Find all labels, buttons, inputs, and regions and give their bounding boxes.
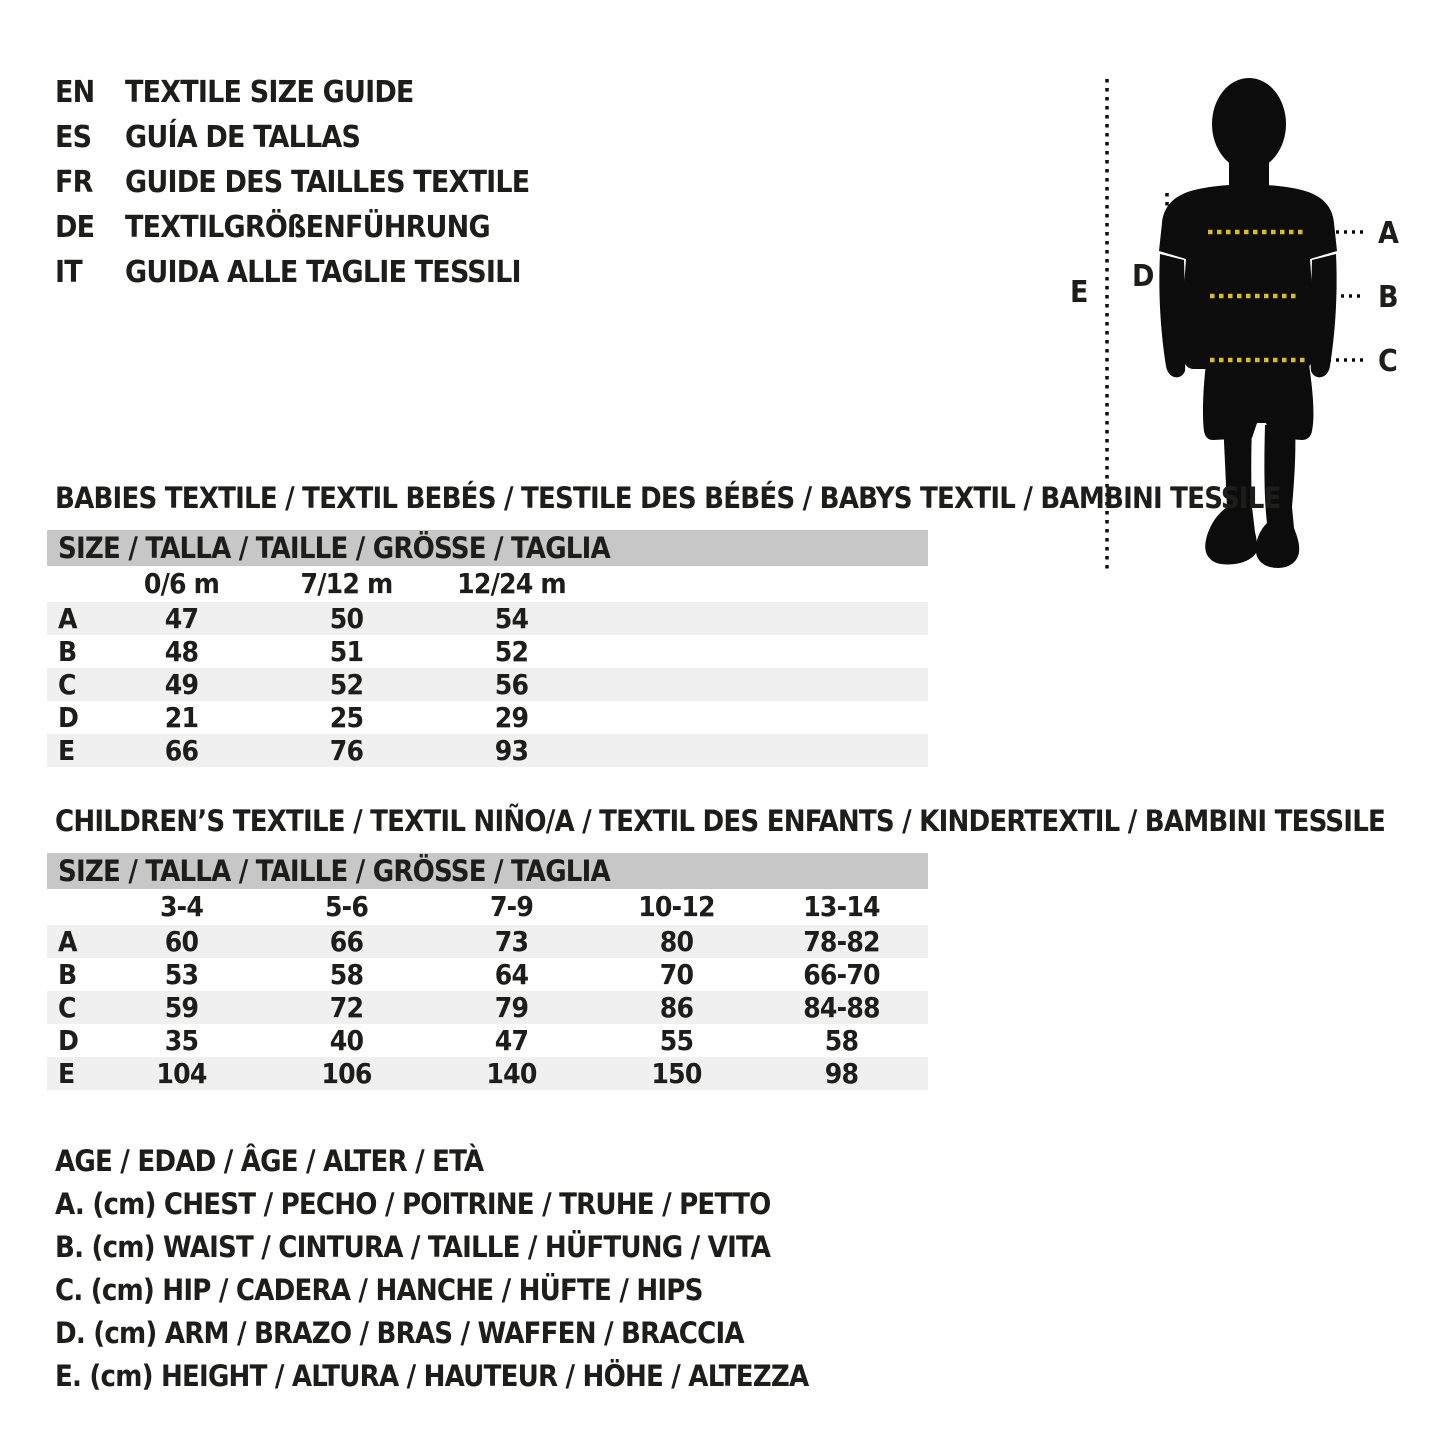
language-code: FR <box>55 165 93 200</box>
table-cell: 66-70 <box>803 958 880 991</box>
language-code: EN <box>55 75 95 110</box>
babies-section-title: BABIES TEXTILE / TEXTIL BEBÉS / TESTILE DES BÉBÉS / BABYS TEXTIL / BAMBINI TESSILE <box>55 481 1281 515</box>
language-row <box>55 205 529 250</box>
guide-title: GUIDA ALLE TAGLIE TESSILI <box>125 255 521 290</box>
table-cell: 98 <box>824 1057 859 1090</box>
row-label: C <box>58 668 76 701</box>
legend-line-arm: D. (cm) ARM / BRAZO / BRAS / WAFFEN / BRACCIA <box>55 1316 744 1350</box>
table-cell: 52 <box>329 668 364 701</box>
label-e: E <box>1070 275 1088 310</box>
table-row <box>47 1057 928 1090</box>
table-row <box>47 602 928 635</box>
table-cell: 78-82 <box>803 925 880 958</box>
table-cell: 93 <box>494 734 529 767</box>
table-cell: 58 <box>824 1024 859 1057</box>
table-cell: 21 <box>164 701 199 734</box>
table-cell: 79 <box>494 991 529 1024</box>
language-row <box>55 160 529 205</box>
column-header: 5-6 <box>324 890 369 923</box>
table-cell: 66 <box>164 734 199 767</box>
table-row <box>47 635 928 668</box>
table-row <box>47 1024 928 1057</box>
row-label: D <box>58 701 79 734</box>
language-code: DE <box>55 210 95 245</box>
table-cell: 66 <box>329 925 364 958</box>
legend-line-waist: B. (cm) WAIST / CINTURA / TAILLE / HÜFTUNG / VITA <box>55 1230 771 1264</box>
table-cell: 86 <box>659 991 694 1024</box>
language-row <box>55 70 529 115</box>
table-cell <box>47 889 99 925</box>
table-cell: 76 <box>329 734 364 767</box>
table-cell: 48 <box>164 635 199 668</box>
column-header: 0/6 m <box>143 567 220 600</box>
legend-line-chest: A. (cm) CHEST / PECHO / POITRINE / TRUHE / PETTO <box>55 1187 771 1221</box>
legend-line-hip: C. (cm) HIP / CADERA / HANCHE / HÜFTE / HIPS <box>55 1273 703 1307</box>
table-cell <box>47 566 99 602</box>
row-label: C <box>58 991 76 1024</box>
babies-size-table <box>47 530 928 767</box>
row-label: E <box>58 734 75 767</box>
label-b: B <box>1378 280 1398 315</box>
guide-title: GUÍA DE TALLAS <box>125 120 361 155</box>
table-row <box>47 668 928 701</box>
table-cell: 73 <box>494 925 529 958</box>
table-cell: 54 <box>494 602 529 635</box>
table-cell: 106 <box>321 1057 372 1090</box>
table-cell: 58 <box>329 958 364 991</box>
table-cell: 140 <box>486 1057 537 1090</box>
table-cell: 55 <box>659 1024 694 1057</box>
guide-title: TEXTILE SIZE GUIDE <box>125 75 414 110</box>
table-row <box>47 734 928 767</box>
language-title-block <box>55 70 529 295</box>
table-row <box>47 701 928 734</box>
table-header-row <box>47 566 928 602</box>
table-cell: 104 <box>156 1057 207 1090</box>
table-row <box>47 991 928 1024</box>
guide-title: TEXTILGRÖßENFÜHRUNG <box>125 210 490 245</box>
table-cell: 64 <box>494 958 529 991</box>
table-cell: 59 <box>164 991 199 1024</box>
label-a: A <box>1378 216 1399 251</box>
measurement-legend <box>55 1140 808 1398</box>
column-header: 10-12 <box>638 890 715 923</box>
children-size-table <box>47 853 928 1090</box>
table-cell: 47 <box>164 602 199 635</box>
table-cell: 72 <box>329 991 364 1024</box>
column-header: 3-4 <box>159 890 204 923</box>
column-header: 13-14 <box>803 890 880 923</box>
label-c: C <box>1378 344 1398 379</box>
table-cell: 53 <box>164 958 199 991</box>
table-cell: 70 <box>659 958 694 991</box>
table-cell: 25 <box>329 701 364 734</box>
guide-title: GUIDE DES TAILLES TEXTILE <box>125 165 530 200</box>
legend-line-age: AGE / EDAD / ÂGE / ALTER / ETÀ <box>55 1144 484 1178</box>
table-cell: 60 <box>164 925 199 958</box>
table-cell: 47 <box>494 1024 529 1057</box>
row-label: B <box>58 958 77 991</box>
size-header-bar: SIZE / TALLA / TAILLE / GRÖSSE / TAGLIA <box>47 530 928 566</box>
row-label: A <box>58 602 77 635</box>
size-header-bar: SIZE / TALLA / TAILLE / GRÖSSE / TAGLIA <box>47 853 928 889</box>
row-label: D <box>58 1024 79 1057</box>
table-cell: 29 <box>494 701 529 734</box>
language-row <box>55 250 529 295</box>
table-header-row <box>47 889 928 925</box>
table-cell: 52 <box>494 635 529 668</box>
column-header: 12/24 m <box>457 567 566 600</box>
legend-line-height: E. (cm) HEIGHT / ALTURA / HAUTEUR / HÖHE / ALTEZZA <box>55 1359 809 1393</box>
table-cell: 84-88 <box>803 991 880 1024</box>
table-cell: 80 <box>659 925 694 958</box>
language-code: ES <box>55 120 92 155</box>
table-row <box>47 958 928 991</box>
table-cell: 35 <box>164 1024 199 1057</box>
table-row <box>47 925 928 958</box>
row-label: B <box>58 635 77 668</box>
table-cell: 50 <box>329 602 364 635</box>
children-section-title: CHILDREN’S TEXTILE / TEXTIL NIÑO/A / TEXTIL DES ENFANTS / KINDERTEXTIL / BAMBINI TESSILE <box>55 804 1386 838</box>
row-label: E <box>58 1057 75 1090</box>
table-cell: 56 <box>494 668 529 701</box>
table-cell: 49 <box>164 668 199 701</box>
table-cell: 40 <box>329 1024 364 1057</box>
column-header: 7/12 m <box>300 567 393 600</box>
label-d: D <box>1132 259 1154 294</box>
language-row <box>55 115 529 160</box>
row-label: A <box>58 925 77 958</box>
table-cell: 51 <box>329 635 364 668</box>
table-cell: 150 <box>651 1057 702 1090</box>
column-header: 7-9 <box>489 890 534 923</box>
language-code: IT <box>55 255 82 290</box>
